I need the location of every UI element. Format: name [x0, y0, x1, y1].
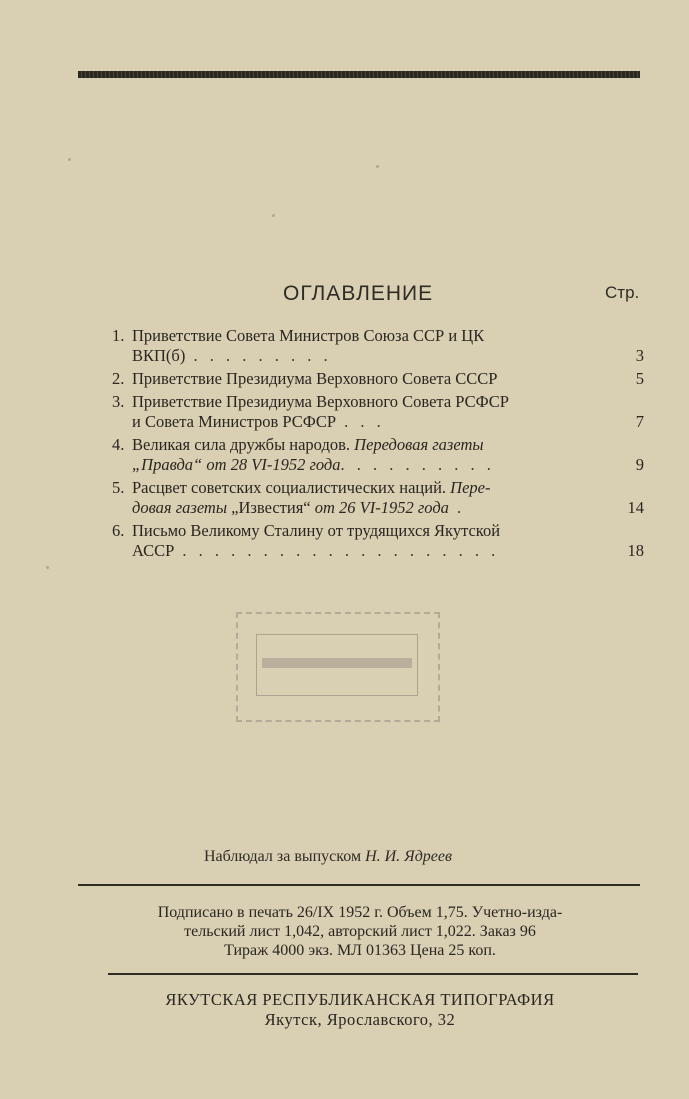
- toc-leader-dots: . . .: [336, 412, 385, 431]
- stamp-band: [262, 658, 412, 668]
- top-decorative-rule: [78, 71, 640, 78]
- middle-rule: [78, 884, 640, 886]
- toc-entry-line: [112, 369, 644, 389]
- page-column-label: Стр.: [605, 283, 640, 302]
- supervisor-label: Наблюдал за выпуском: [204, 848, 366, 865]
- printer-address: Якутск, Ярославского, 32: [264, 1010, 456, 1029]
- toc-page-number: 7: [635, 412, 644, 431]
- toc-entry-number: 6.: [112, 521, 125, 540]
- toc-page-number: 3: [635, 346, 644, 365]
- toc-leader-dots: . . . . . . . . . . . . . . . . . . . .: [174, 541, 500, 560]
- toc-entry-text: довая газеты: [132, 498, 232, 517]
- toc-entry-line: [112, 521, 644, 541]
- toc-entry-line: [112, 435, 644, 455]
- toc-entry-text: Передовая газеты: [354, 435, 484, 454]
- toc-page-number: 5: [635, 369, 644, 388]
- toc-entry-number: 5.: [112, 478, 125, 497]
- toc-leader-dots: . . . . . . . . . .: [340, 455, 495, 474]
- imprint-line: тельский лист 1,042, авторский лист 1,022. Заказ 96: [184, 923, 536, 940]
- toc-entry: [112, 326, 644, 366]
- toc-entry-text: „Правда“ от 28 VI-1952 года: [132, 455, 341, 474]
- library-stamp: [236, 612, 440, 722]
- toc-entry-number: 1.: [112, 326, 125, 345]
- toc-entry-text: Великая сила дружбы народов.: [132, 435, 355, 454]
- toc-entry: [112, 435, 644, 475]
- toc-entry: [112, 478, 644, 518]
- toc-entry-text: Расцвет советских социалистических наций.: [132, 478, 451, 497]
- imprint-line: Тираж 4000 экз. МЛ 01363 Цена 25 коп.: [224, 942, 496, 959]
- toc-entry-line: [112, 498, 644, 518]
- toc-entry-number: 3.: [112, 392, 125, 411]
- toc-entry-number: 2.: [112, 369, 125, 388]
- printer-block: [80, 990, 640, 1030]
- toc-entry-line: [112, 412, 644, 432]
- toc-entry-text: и Совета Министров РСФСР: [132, 412, 337, 431]
- toc-entry: [112, 521, 644, 561]
- toc-entry-line: [112, 455, 644, 475]
- toc-page-number: 9: [635, 455, 644, 474]
- lower-rule: [108, 973, 638, 975]
- toc-entry-text: „Известия“: [231, 498, 311, 517]
- toc-entry-line: [112, 478, 644, 498]
- toc-heading: ОГЛАВЛЕНИЕ: [283, 282, 434, 305]
- toc-entry-line: [112, 346, 644, 366]
- toc-entry-text: Пере-: [450, 478, 491, 497]
- table-of-contents: [112, 326, 644, 564]
- toc-page-number: 18: [627, 541, 644, 560]
- imprint-line: Подписано в печать 26/IX 1952 г. Объем 1,75. Учетно-изда-: [157, 904, 563, 921]
- toc-leader-dots: . . . . . . . . .: [185, 346, 332, 365]
- toc-entry-text: Письмо Великому Сталину от трудящихся Якутской: [132, 521, 501, 540]
- toc-entry-number: 4.: [112, 435, 125, 454]
- supervisor-name: Н. И. Ядреев: [365, 848, 452, 865]
- toc-entry-text: Приветствие Президиума Верховного Совета РСФСР: [132, 392, 509, 411]
- toc-entry: [112, 369, 644, 389]
- toc-entry-text: ВКП(б): [132, 346, 186, 365]
- toc-entry-line: [112, 541, 644, 561]
- toc-entry: [112, 392, 644, 432]
- toc-entry-text: АССР: [132, 541, 175, 560]
- imprint-block: [80, 903, 640, 960]
- printer-name: ЯКУТСКАЯ РЕСПУБЛИКАНСКАЯ ТИПОГРАФИЯ: [165, 990, 555, 1009]
- toc-page-number: 14: [627, 498, 644, 517]
- toc-entry-text: Приветствие Совета Министров Союза ССР и ЦК: [132, 326, 485, 345]
- toc-entry-line: [112, 392, 644, 412]
- supervisor-line: [204, 848, 452, 866]
- toc-entry-line: [112, 326, 644, 346]
- toc-leader-dots: .: [448, 498, 466, 517]
- toc-entry-text: от 26 VI-1952 года: [310, 498, 449, 517]
- toc-entry-text: Приветствие Президиума Верховного Совета СССР: [132, 369, 498, 388]
